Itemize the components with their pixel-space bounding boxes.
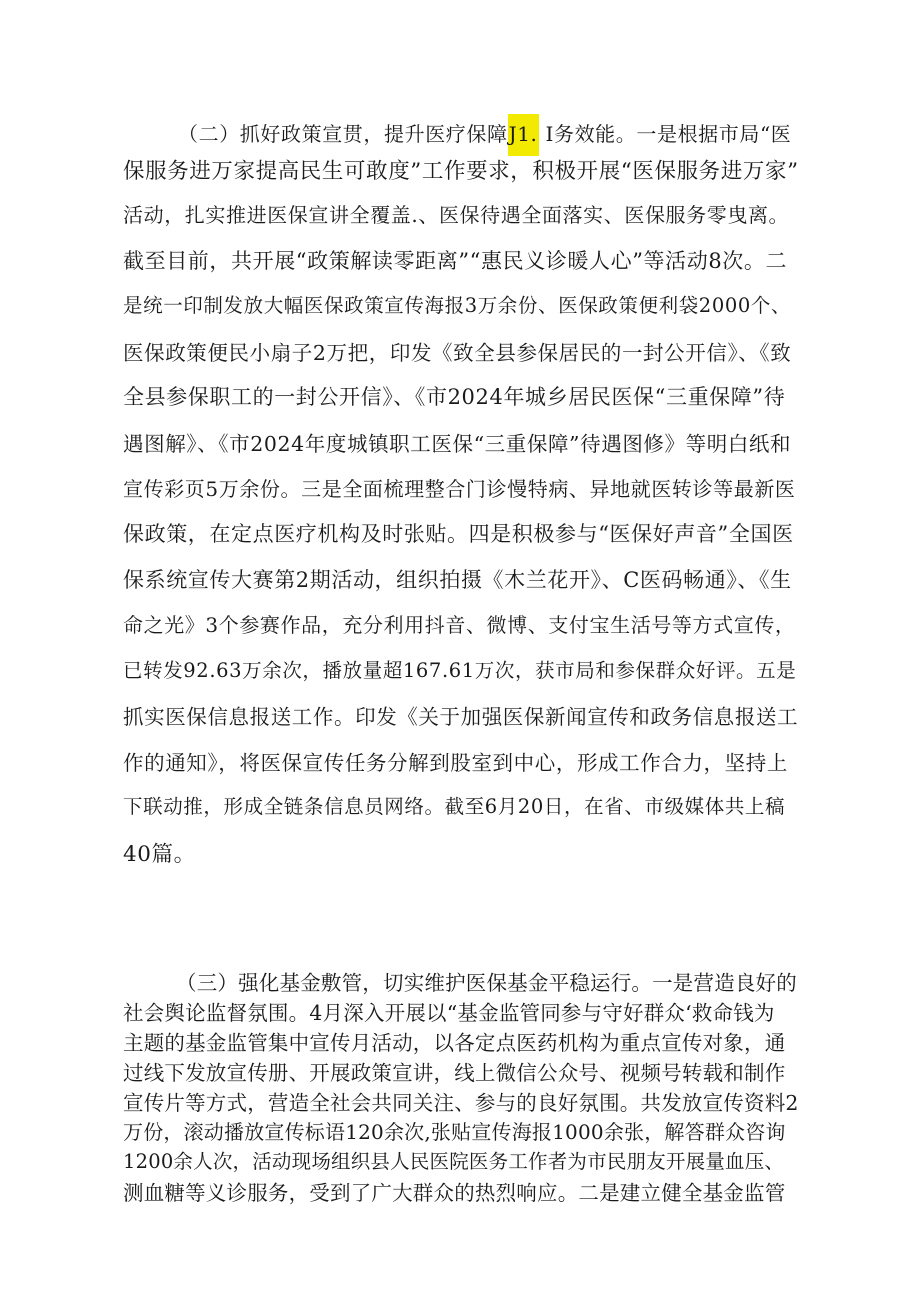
paragraph-line: 是统一印制发放大幅医保政策宣传海报3万余份、医保政策便利袋2000个、 (123, 294, 792, 317)
paragraph-line: 已转发92.63万余次，播放量超167.61万次，获市局和参保群众好评。五是 (123, 659, 797, 682)
paragraph-line: 宣传彩页5万余份。三是全面梳理整合门诊慢特病、异地就医转诊等最新医 (123, 477, 796, 501)
paragraph-line: 测血糖等义诊服务，受到了广大群众的热烈响应。二是建立健全基金监管 (123, 1181, 786, 1205)
paragraph-line: 万份，滚动播放宣传标语120余次,张贴宣传海报1000余张，解答群众咨询 (123, 1120, 786, 1144)
paragraph-line: 40篇。 (123, 842, 196, 867)
paragraph-line: 遇图解》、《市2024年度城镇职工医保“三重保障”待遇图修》等明白纸和 (123, 432, 792, 456)
paragraph-line: 保政策，在定点医疗机构及时张贴。四是积极参与“医保好声音”全国医 (123, 522, 794, 546)
paragraph-line: 医保政策便民小扇子2万把，印发《致全县参保居民的一封公开信》、《致 (123, 341, 792, 365)
line-text: （二）抓好政策宣贯，提升医疗保障 (178, 122, 508, 146)
paragraph-line: 下联动推，形成全链条信息员网络。截至6月20日，在省、市级媒体共上稿 (123, 795, 786, 818)
paragraph-line: 截至目前，共开展“政策解读零距离”“惠民义诊暖人心”等活动8次。二 (123, 249, 788, 273)
paragraph-line: 全县参保职工的一封公开信》、《市2024年城乡居民医保“三重保障”待 (123, 385, 786, 409)
line-text: I务效能。一是根据市局“医 (538, 122, 792, 146)
paragraph-line: 命之光》3个参赛作品，充分利用抖音、微博、支付宝生活号等方式宣传， (123, 613, 796, 637)
paragraph-line: 活动，扎实推进医保宣讲全覆盖.、医保待遇全面落实、医保服务零曳离。 (123, 203, 790, 227)
paragraph-line: 社会舆论监督氛围。4月深入开展以“基金监管同参与守好群众‘救命钱为 (123, 1001, 775, 1025)
paragraph-line: 过线下发放宣传册、开展政策宣讲，线上微信公众号、视频号转载和制作 (123, 1061, 786, 1085)
paragraph-line: （三）强化基金敷管，切实维护医保基金平稳运行。一是营造良好的 (176, 971, 797, 995)
paragraph-line: 1200余人次，活动现场组织县人民医院医务工作者为市民朋友开展量血压、 (123, 1150, 785, 1173)
highlighted-text: J1. (508, 114, 539, 156)
paragraph-line: 主题的基金监管集中宣传月活动，以各定点医药机构为重点宣传对象，通 (123, 1031, 786, 1055)
paragraph-line: 保服务进万家提高民生可敢度”工作要求，积极开展“医保服务进万家” (123, 159, 799, 184)
paragraph-line: 宣传片等方式，营造全社会共同关注、参与的良好氛围。共发放宣传资料2 (123, 1091, 799, 1115)
paragraph-line: 抓实医保信息报送工作。印发《关于加强医保新闻宣传和政务信息报送工 (123, 705, 799, 729)
paragraph-line: 作的通知》，将医保宣传任务分解到股室到中心，形成工作合力，坚持上 (123, 751, 788, 775)
paragraph-line: 保系统宣传大赛第2期活动，组织拍摄《木兰花开》、C医码畅通》、《生 (123, 568, 792, 592)
paragraph-line (178, 118, 791, 147)
